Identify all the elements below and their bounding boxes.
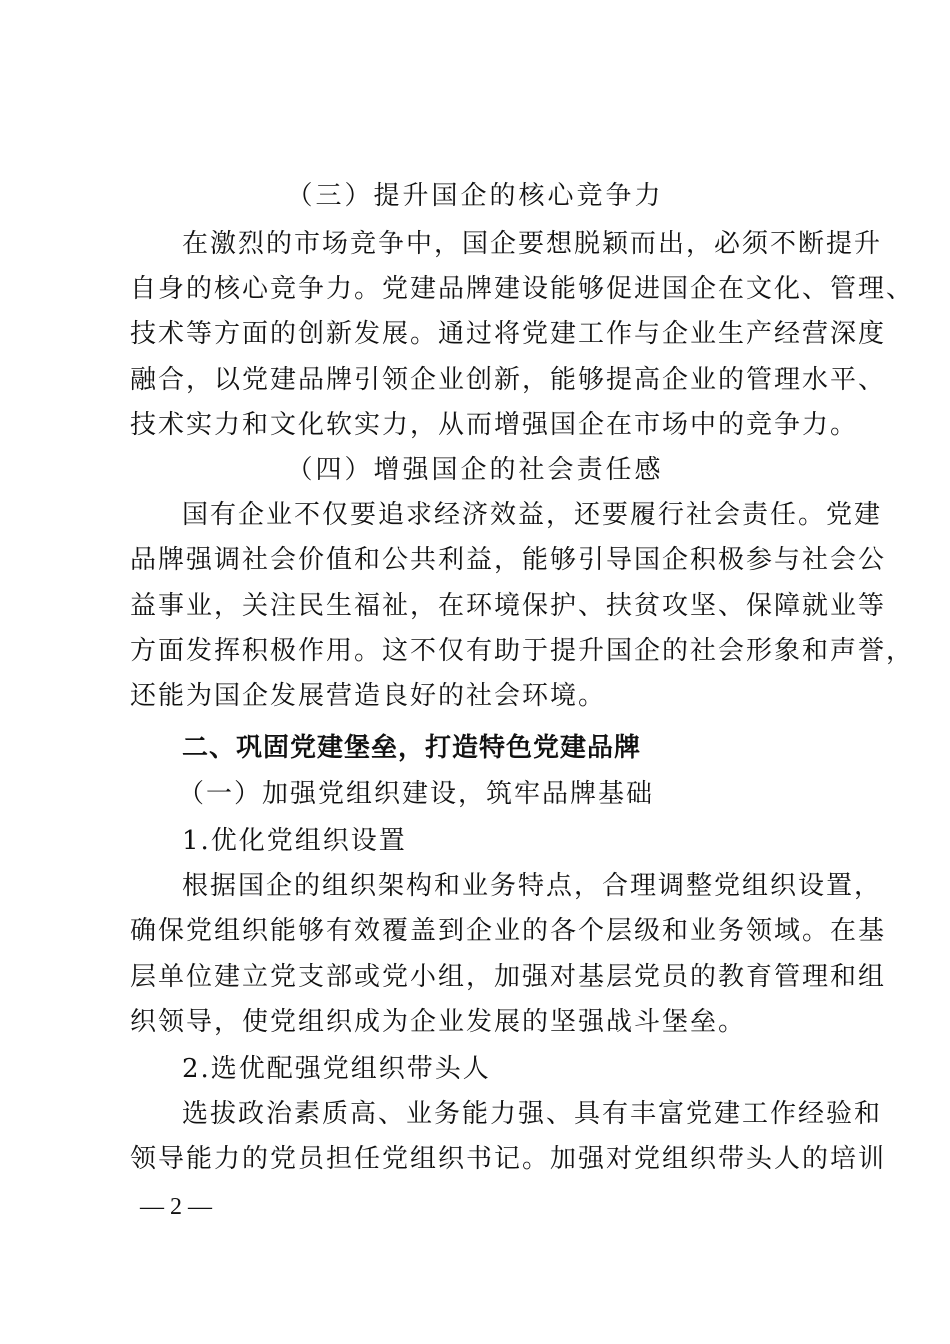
section-heading-4: （四）增强国企的社会责任感 [286, 455, 664, 485]
paragraph-line: 自身的核心竞争力。党建品牌建设能够促进国企在文化、管理、 [130, 274, 915, 304]
paragraph-line: 还能为国企发展营造良好的社会环境。 [130, 681, 607, 711]
paragraph-line: 融合，以党建品牌引领企业创新，能够提高企业的管理水平、 [130, 365, 887, 395]
paragraph-line: 益事业，关注民生福祉，在环境保护、扶贫攻坚、保障就业等 [130, 591, 887, 621]
item-title-1: 1.优化党组织设置 [182, 826, 407, 856]
subsection-heading-1: （一）加强党组织建设，筑牢品牌基础 [178, 779, 655, 809]
paragraph-line: 技术实力和文化软实力，从而增强国企在市场中的竞争力。 [130, 410, 859, 440]
paragraph-line: 根据国企的组织架构和业务特点，合理调整党组织设置， [182, 871, 883, 901]
page-number: — 2 — [140, 1194, 212, 1220]
paragraph-line: 技术等方面的创新发展。通过将党建工作与企业生产经营深度 [130, 319, 887, 349]
paragraph-line: 确保党组织能够有效覆盖到企业的各个层级和业务领域。在基 [130, 916, 887, 946]
section-heading-3: （三）提升国企的核心竞争力 [286, 181, 664, 211]
paragraph-line: 织领导，使党组织成为企业发展的坚强战斗堡垒。 [130, 1007, 747, 1037]
paragraph-line: 层单位建立党支部或党小组，加强对基层党员的教育管理和组 [130, 962, 887, 992]
paragraph-line: 选拔政治素质高、业务能力强、具有丰富党建工作经验和 [182, 1099, 883, 1129]
paragraph-line: 在激烈的市场竞争中，国企要想脱颖而出，必须不断提升 [182, 229, 883, 259]
part-heading-2: 二、巩固党建堡垒，打造特色党建品牌 [182, 733, 642, 763]
paragraph-line: 品牌强调社会价值和公共利益，能够引导国企积极参与社会公 [130, 545, 887, 575]
paragraph-line: 方面发挥积极作用。这不仅有助于提升国企的社会形象和声誉， [130, 636, 915, 666]
paragraph-line: 国有企业不仅要追求经济效益，还要履行社会责任。党建 [182, 500, 883, 530]
paragraph-line: 领导能力的党员担任党组织书记。加强对党组织带头人的培训 [130, 1144, 887, 1174]
item-title-2: 2.选优配强党组织带头人 [182, 1054, 491, 1084]
